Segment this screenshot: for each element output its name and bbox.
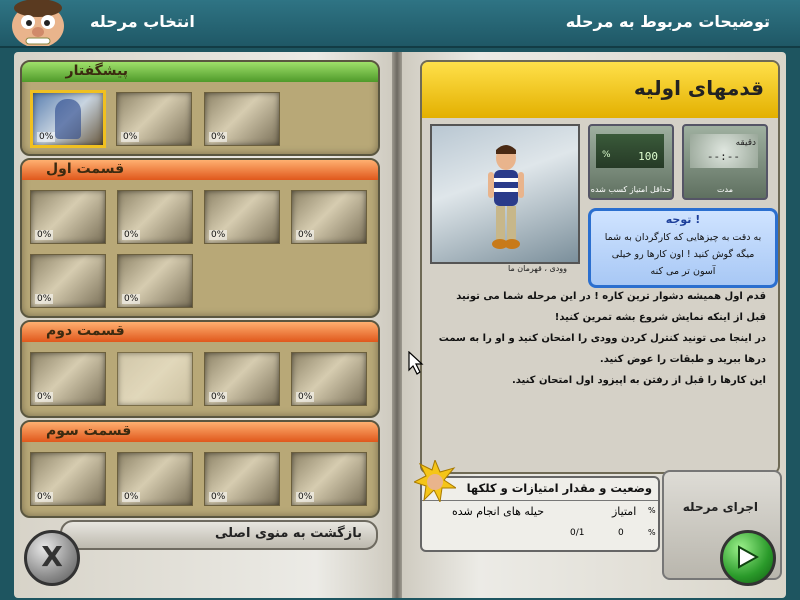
- woody-figure: [55, 99, 81, 139]
- level-progress: 0%: [211, 492, 226, 502]
- close-icon: X: [41, 540, 63, 573]
- status-header: [422, 478, 658, 501]
- section-part-three: [20, 420, 380, 518]
- section-header: [22, 322, 378, 342]
- description-paragraph: قدم اول همیشه دشوار ترین کاره ! در این مرحله شما می تونید قبل از اینکه نمایش شروع بشه تمرین کنید!: [456, 291, 766, 323]
- play-level-button[interactable]: [720, 530, 776, 586]
- note-box: [588, 208, 778, 288]
- level-thumb-part3-4[interactable]: [291, 452, 367, 506]
- level-thumb-part3-1[interactable]: [30, 452, 106, 506]
- section-header: [22, 62, 378, 82]
- level-progress: 0%: [211, 392, 226, 402]
- level-thumb-part2-3[interactable]: [204, 352, 280, 406]
- section-title: قسمت سوم: [46, 423, 132, 439]
- level-thumb-part3-3[interactable]: [204, 452, 280, 506]
- level-thumb-part2-1[interactable]: [30, 352, 106, 406]
- level-thumb-part1-4[interactable]: [291, 190, 367, 244]
- section-header: [22, 422, 378, 442]
- duration-value: --:--: [706, 150, 740, 163]
- level-thumb-part1-2[interactable]: [117, 190, 193, 244]
- score-value: 0: [618, 528, 624, 538]
- mascot-face-icon: [4, 0, 72, 46]
- section-title: قسمت دوم: [46, 323, 125, 339]
- level-thumb-part1-1[interactable]: [30, 190, 106, 244]
- play-level-label: اجرای مرحله: [682, 500, 758, 514]
- min-score-value: 100: [638, 150, 658, 163]
- level-thumb-part2-4[interactable]: [291, 352, 367, 406]
- description-paragraph: این کارها را قبل از رفتن به اپیزود اول امتحان کنید.: [511, 375, 766, 386]
- tricks-value: 0/1: [570, 528, 585, 538]
- level-header: [422, 62, 778, 118]
- min-score-box: [588, 124, 674, 200]
- mouse-cursor-icon: [408, 351, 424, 375]
- level-details-card: [420, 60, 780, 474]
- section-header: [22, 160, 378, 180]
- level-thumb-part3-2[interactable]: [117, 452, 193, 506]
- close-button[interactable]: [24, 530, 80, 586]
- note-body: به دقت به چیزهایی که کارگردان به شما میگه گوش کنید ! اون کارها رو خیلی آسون تر می کنه: [604, 232, 762, 277]
- level-thumb-part1-3[interactable]: [204, 190, 280, 244]
- starburst-badge-icon: [414, 460, 456, 502]
- level-progress: 0%: [124, 230, 139, 240]
- level-progress: 0%: [298, 230, 313, 240]
- duration-box: [682, 124, 768, 200]
- level-description: [434, 286, 766, 391]
- status-percent-sign: %: [648, 528, 656, 537]
- level-progress: 0%: [37, 392, 52, 402]
- level-progress: 0%: [39, 132, 54, 142]
- level-thumb-prologue-3[interactable]: [204, 92, 280, 146]
- score-status-panel: [420, 476, 660, 552]
- level-progress: 0%: [123, 132, 138, 142]
- duration-label: مدت: [716, 185, 733, 194]
- level-thumb-prologue-1[interactable]: [30, 90, 106, 148]
- level-thumb-part2-2[interactable]: [117, 352, 193, 406]
- section-title: پیشگفتار: [65, 63, 128, 79]
- note-title: توجه !: [665, 213, 701, 226]
- stat-screen: [596, 134, 664, 168]
- level-progress: 0%: [298, 392, 313, 402]
- level-progress: 0%: [124, 492, 139, 502]
- back-label: بازگشت به منوی اصلی: [214, 526, 362, 541]
- play-icon: [737, 545, 759, 569]
- score-column-label: امتیاز: [612, 505, 637, 518]
- level-thumb-prologue-2[interactable]: [116, 92, 192, 146]
- level-progress: 0%: [37, 230, 52, 240]
- description-paragraph: در اینجا می تونید کنترل کردن وودی را امتحان کنید و او را به سمت درها ببرید و طبقات را عوض کنید.: [438, 333, 766, 365]
- min-score-unit: %: [602, 150, 611, 160]
- section-part-two: [20, 320, 380, 418]
- status-percent-sign: %: [648, 506, 656, 515]
- section-title: قسمت اول: [46, 161, 125, 177]
- hero-caption: وودی ، قهرمان ما: [508, 264, 568, 273]
- tricks-column-label: حیله های انجام شده: [452, 505, 545, 518]
- woody-character-icon: [484, 144, 528, 252]
- hero-image: [430, 124, 580, 264]
- stat-screen: [690, 134, 758, 168]
- section-prologue: [20, 60, 380, 156]
- section-part-one: [20, 158, 380, 318]
- min-score-label: حداقل امتیاز کسب شده: [590, 185, 672, 194]
- details-title: توضیحات مربوط به مرحله: [565, 12, 770, 31]
- book-spine: [392, 52, 402, 598]
- status-title: وضعیت و مقدار امتیازات و کلکها: [466, 481, 652, 495]
- level-thumb-part1-6[interactable]: [117, 254, 193, 308]
- level-thumb-part1-5[interactable]: [30, 254, 106, 308]
- top-bar: [0, 0, 800, 48]
- level-title: قدمهای اولیه: [633, 76, 764, 100]
- level-progress: 0%: [37, 492, 52, 502]
- level-progress: 0%: [211, 230, 226, 240]
- level-progress: 0%: [37, 294, 52, 304]
- screen-title: انتخاب مرحله: [90, 12, 195, 31]
- duration-unit: دقیقه: [735, 138, 756, 148]
- level-progress: 0%: [124, 294, 139, 304]
- level-progress: 0%: [298, 492, 313, 502]
- back-to-main-menu-button[interactable]: [60, 520, 378, 550]
- level-progress: 0%: [211, 132, 226, 142]
